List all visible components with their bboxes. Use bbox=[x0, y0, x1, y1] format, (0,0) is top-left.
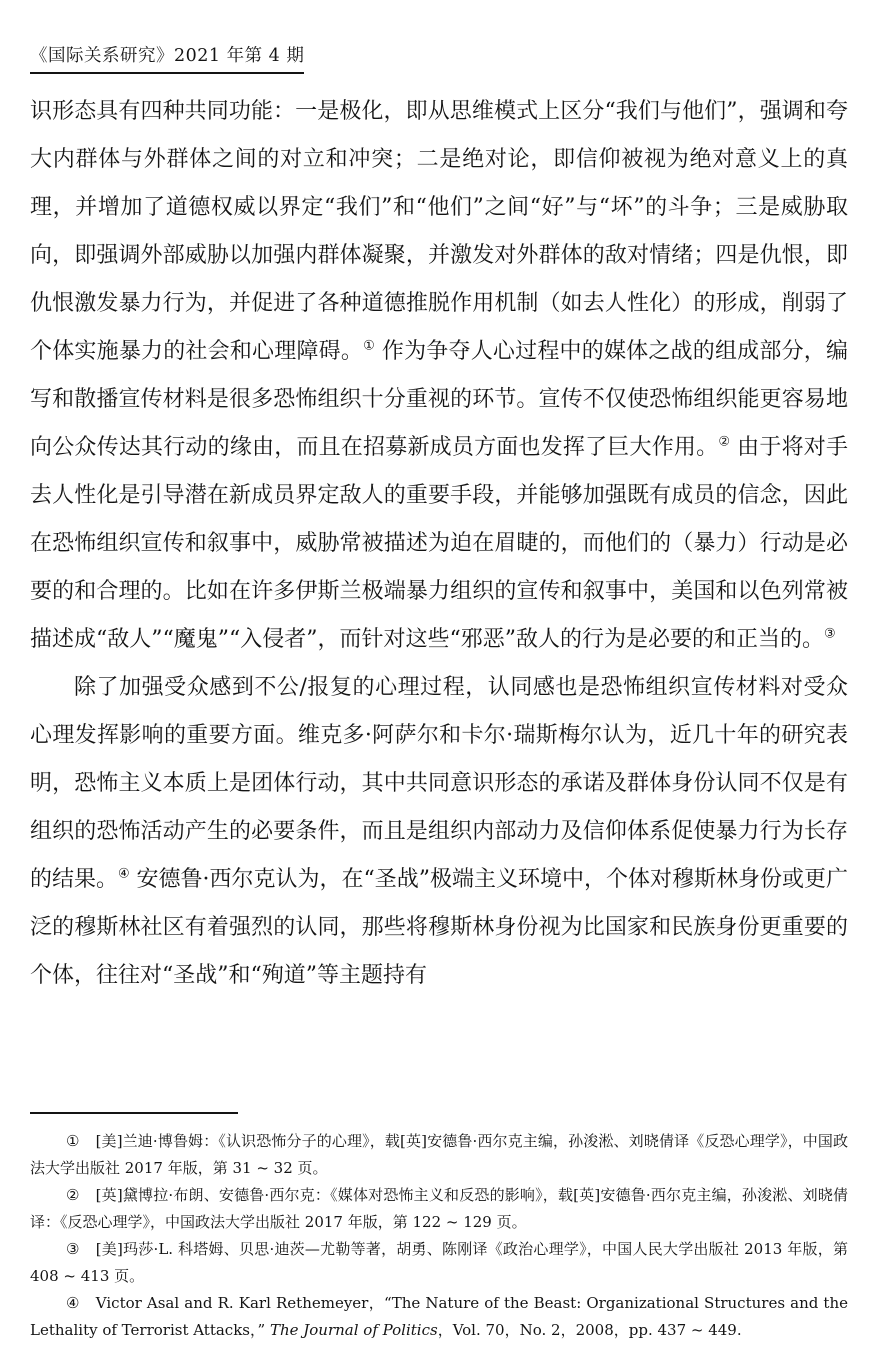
footnote-marker: ③ bbox=[66, 1240, 80, 1258]
body-paragraph bbox=[30, 664, 848, 1000]
text-run: 由于将对手去人性化是引导潜在新成员界定敌人的重要手段，并能够加强既有成员的信念，因此在恐怖组织宣传和叙事中，威胁常被描述为迫在眉睫的，而他们的（暴力）行动是必要的和合理的。比如在许多伊斯兰极端暴力组织的宣传和叙事中，美国和以色列常被描述成“敌人”“魔鬼”“入侵者”，而针对这些“邪恶”敌人的行为是必要的和正当的。 bbox=[30, 435, 848, 652]
text-run: 作为争夺人心过程中的媒体之战的组成部分，编写和散播宣传材料是很多恐怖组织十分重视的环节。宣传不仅使恐怖组织能更容易地向公众传达其行动的缘由，而且在招募新成员方面也发挥了巨大作用。 bbox=[30, 339, 848, 460]
footnote-marker: ② bbox=[66, 1186, 80, 1204]
text-run: 安德鲁·西尔克认为，在“圣战”极端主义环境中，个体对穆斯林身份或更广泛的穆斯林社区有着强烈的认同，那些将穆斯林身份视为比国家和民族身份更重要的个体，往往对“圣战”和“殉道”等主题持有 bbox=[30, 867, 848, 988]
footnote-item bbox=[30, 1182, 848, 1236]
body-paragraph bbox=[30, 88, 848, 664]
footnote-ref-superscript: ② bbox=[718, 434, 730, 450]
text-run: [美]玛莎·L. 科塔姆、贝思·迪茨—尤勒等著，胡勇、陈刚译《政治心理学》，中国人民大学出版社 2013 年版，第 408 ~ 413 页。 bbox=[30, 1240, 849, 1285]
article-body bbox=[30, 88, 848, 1000]
footnote-list bbox=[30, 1128, 848, 1344]
italic-text-run: The Journal of Politics bbox=[269, 1321, 438, 1339]
text-run: ，Vol. 70，No. 2，2008，pp. 437 ~ 449. bbox=[437, 1321, 742, 1339]
footnote-item bbox=[30, 1128, 848, 1182]
footnote-ref-superscript: ④ bbox=[118, 866, 130, 882]
footnote-ref-superscript: ③ bbox=[823, 626, 836, 642]
footnote-marker: ④ bbox=[66, 1294, 80, 1312]
journal-header: 《国际关系研究》2021 年第 4 期 bbox=[30, 42, 304, 74]
footnote-ref-superscript: ① bbox=[363, 338, 375, 354]
footnotes-section bbox=[30, 1112, 848, 1344]
footnote-item bbox=[30, 1290, 848, 1344]
footnote-marker: ① bbox=[66, 1132, 80, 1150]
footnote-item bbox=[30, 1236, 848, 1290]
text-run: Victor Asal and R. Karl Rethemeyer，“The Nature of the Beast: Organizational Structures and the Lethality of Terrorist Attacks，” bbox=[30, 1294, 849, 1339]
text-run: [英]黛博拉·布朗、安德鲁·西尔克：《媒体对恐怖主义和反恐的影响》，载[英]安德鲁·西尔克主编，孙浚淞、刘晓倩译：《反恐心理学》，中国政法大学出版社 2017 年版，第 122 ~ 129 页。 bbox=[30, 1186, 849, 1231]
text-run: 识形态具有四种共同功能：一是极化，即从思维模式上区分“我们与他们”，强调和夸大内群体与外群体之间的对立和冲突；二是绝对论，即信仰被视为绝对意义上的真理，并增加了道德权威以界定“我们”和“他们”之间“好”与“坏”的斗争；三是威胁取向，即强调外部威胁以加强内群体凝聚，并激发对外群体的敌对情绪；四是仇恨，即仇恨激发暴力行为，并促进了各种道德推脱作用机制（如去人性化）的形成，削弱了个体实施暴力的社会和心理障碍。 bbox=[30, 99, 848, 364]
text-run: 除了加强受众感到不公/报复的心理过程，认同感也是恐怖组织宣传材料对受众心理发挥影响的重要方面。维克多·阿萨尔和卡尔·瑞斯梅尔认为，近几十年的研究表明，恐怖主义本质上是团体行动，其中共同意识形态的承诺及群体身份认同不仅是有组织的恐怖活动产生的必要条件，而且是组织内部动力及信仰体系促使暴力行为长存的结果。 bbox=[30, 675, 848, 892]
text-run: [美]兰迪·博鲁姆：《认识恐怖分子的心理》，载[英]安德鲁·西尔克主编，孙浚淞、刘晓倩译《反恐心理学》，中国政法大学出版社 2017 年版，第 31 ~ 32 页。 bbox=[30, 1132, 848, 1177]
footnote-separator bbox=[30, 1112, 238, 1114]
